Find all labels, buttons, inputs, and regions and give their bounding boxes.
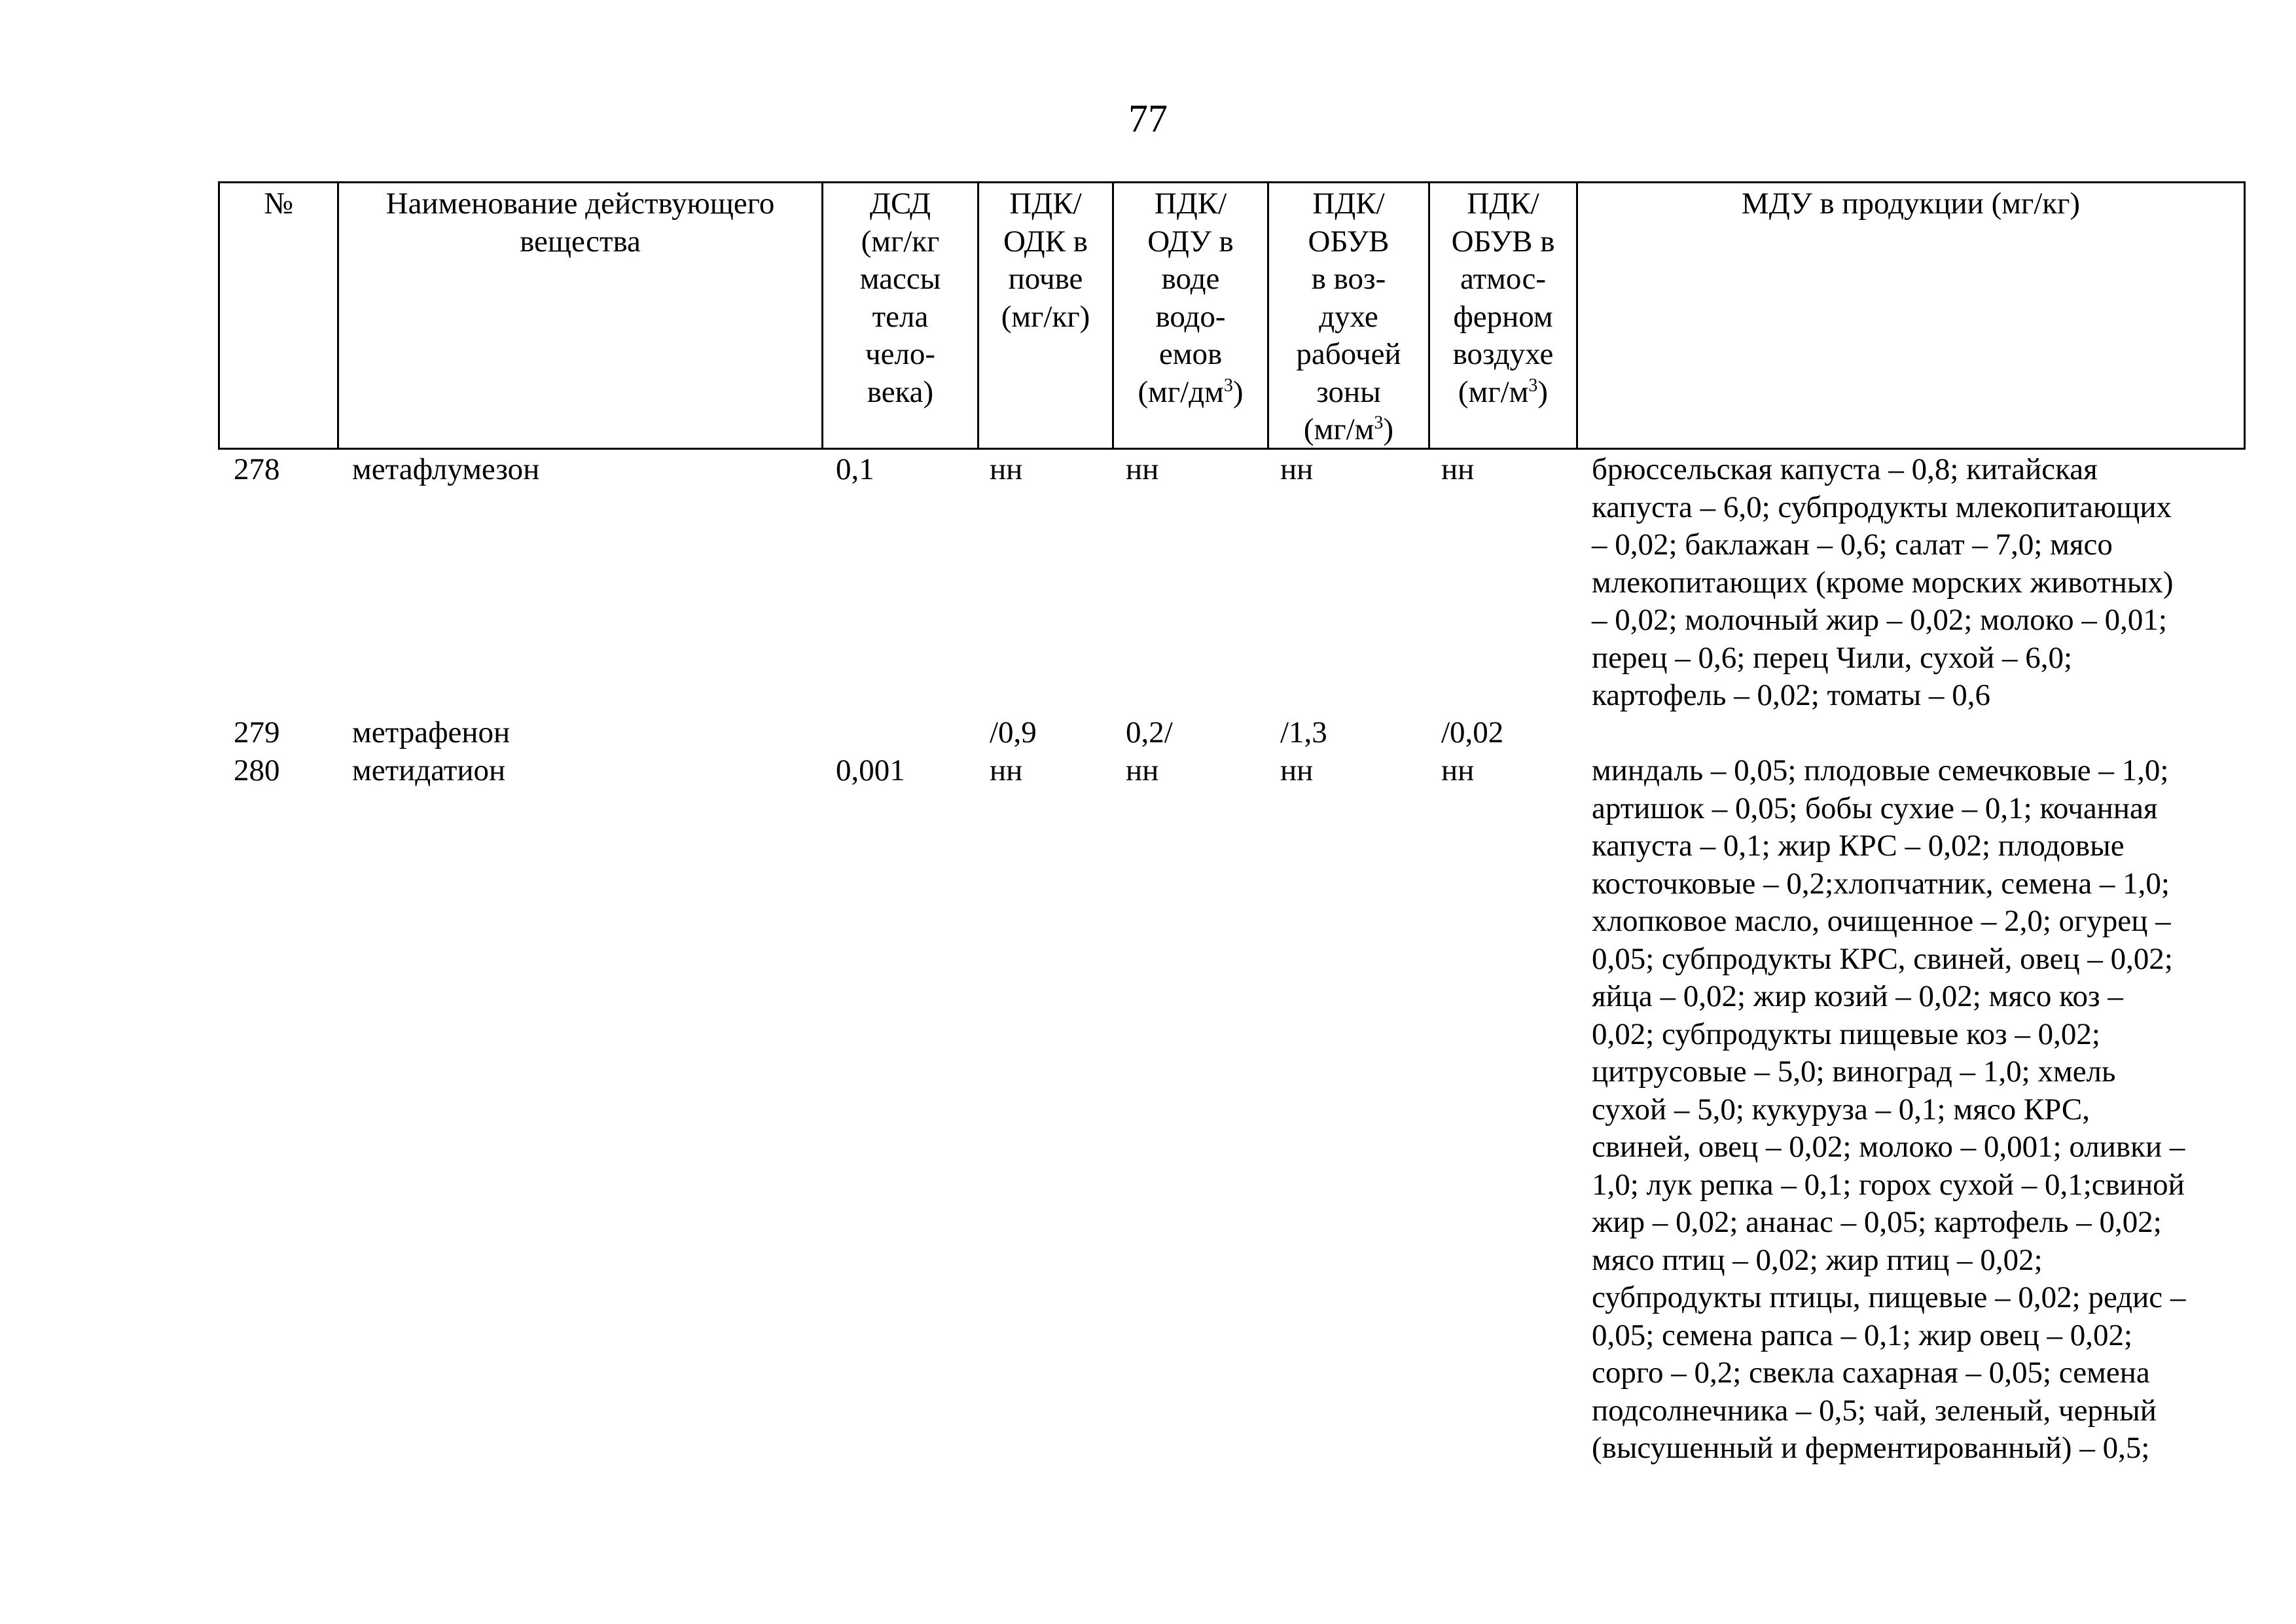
row-278-water: нн [1126, 452, 1159, 486]
row-279-air-work: /1,3 [1280, 715, 1327, 749]
mdu-line: млекопитающих (кроме морских животных) [1592, 565, 2174, 600]
table-header [218, 181, 2246, 450]
row-279-soil: /0,9 [990, 715, 1037, 749]
mdu-line: 0,02; субпродукты пищевые коз – 0,02; [1592, 1017, 2100, 1051]
row-280-soil: нн [990, 753, 1023, 787]
mdu-line: брюссельская капуста – 0,8; китайская [1592, 452, 2098, 486]
row-278-dsd: 0,1 [836, 452, 874, 486]
column-divider [1576, 183, 1578, 448]
mdu-line: яйца – 0,02; жир козий – 0,02; мясо коз – [1592, 979, 2123, 1013]
header-air-work: ПДК/ ОБУВ в воз- духе рабочей зоны $(мг/м^3)$ [1296, 187, 1401, 446]
mdu-line: сорго – 0,2; свекла сахарная – 0,05; семена [1592, 1356, 2150, 1390]
row-279-num: 279 [234, 715, 280, 749]
row-278-soil: нн [990, 452, 1023, 486]
row-279-air-atm: /0,02 [1441, 715, 1504, 749]
header-name: Наименование действующего вещества [386, 187, 775, 259]
header-num: № [264, 187, 293, 221]
mdu-line: (высушенный и ферментированный) – 0,5; [1592, 1431, 2150, 1465]
mdu-line: картофель – 0,02; томаты – 0,6 [1592, 678, 1991, 712]
mdu-line: субпродукты птицы, пищевые – 0,02; редис – [1592, 1280, 2186, 1314]
row-278-name: метафлумезон [352, 452, 540, 486]
row-279-name: метрафенон [352, 715, 511, 749]
mdu-line: артишок – 0,05; бобы сухие – 0,1; кочанная [1592, 791, 2158, 825]
header-soil: ПДК/ ОДК в почве (мг/кг) [1001, 187, 1090, 334]
row-280-dsd: 0,001 [836, 753, 905, 787]
row-279-water: 0,2/ [1126, 715, 1173, 749]
mdu-line: 1,0; лук репка – 0,1; горох сухой – 0,1;свиной [1592, 1167, 2185, 1202]
mdu-line: подсолнечника – 0,5; чай, зеленый, черный [1592, 1393, 2157, 1428]
row-278-air-atm: нн [1441, 452, 1475, 486]
mdu-line: 0,05; семена рапса – 0,1; жир овец – 0,02; [1592, 1318, 2133, 1352]
mdu-line: свиней, овец – 0,02; молоко – 0,001; оливки – [1592, 1130, 2185, 1164]
header-air-atm: ПДК/ ОБУВ в атмос- ферном воздухе $(мг/м^3)$ [1451, 187, 1555, 409]
row-280-mdu [1592, 752, 2246, 1468]
mdu-line: мясо птиц – 0,02; жир птиц – 0,02; [1592, 1242, 2043, 1277]
mdu-line: – 0,02; молочный жир – 0,02; молоко – 0,01; [1592, 603, 2167, 637]
row-280-num: 280 [234, 753, 280, 787]
mdu-line: цитрусовые – 5,0; виноград – 1,0; хмель [1592, 1055, 2116, 1089]
mdu-line: миндаль – 0,05; плодовые семечковые – 1,0; [1592, 753, 2169, 787]
mdu-line: – 0,02; баклажан – 0,6; салат – 7,0; мясо [1592, 528, 2113, 562]
row-280-water: нн [1126, 753, 1159, 787]
mdu-line: косточковые – 0,2;хлопчатник, семена – 1,0; [1592, 866, 2170, 901]
row-280-air-work: нн [1280, 753, 1314, 787]
row-280-name: метидатион [352, 753, 506, 787]
mdu-line: капуста – 0,1; жир КРС – 0,02; плодовые [1592, 829, 2125, 863]
page-number: 77 [1128, 97, 1168, 140]
row-280-air-atm: нн [1441, 753, 1475, 787]
mdu-line: 0,05; субпродукты КРС, свиней, овец – 0,02; [1592, 941, 2173, 976]
mdu-line: капуста – 6,0; субпродукты млекопитающих [1592, 490, 2172, 524]
header-dsd: ДСД (мг/кг массы тела чело- века) [859, 187, 941, 409]
mdu-line: сухой – 5,0; кукуруза – 0,1; мясо КРС, [1592, 1092, 2090, 1127]
mdu-line: хлопковое масло, очищенное – 2,0; огурец – [1592, 904, 2171, 938]
row-278-mdu [1592, 451, 2246, 715]
mdu-line: перец – 0,6; перец Чили, сухой – 6,0; [1592, 640, 2073, 675]
mdu-line: жир – 0,02; ананас – 0,05; картофель – 0,02; [1592, 1205, 2162, 1239]
header-water: ПДК/ ОДУ в воде водо- емов $(мг/дм^3)$ [1138, 187, 1244, 409]
row-278-num: 278 [234, 452, 280, 486]
header-mdu: МДУ в продукции (мг/кг) [1741, 187, 2081, 221]
row-278-air-work: нн [1280, 452, 1314, 486]
